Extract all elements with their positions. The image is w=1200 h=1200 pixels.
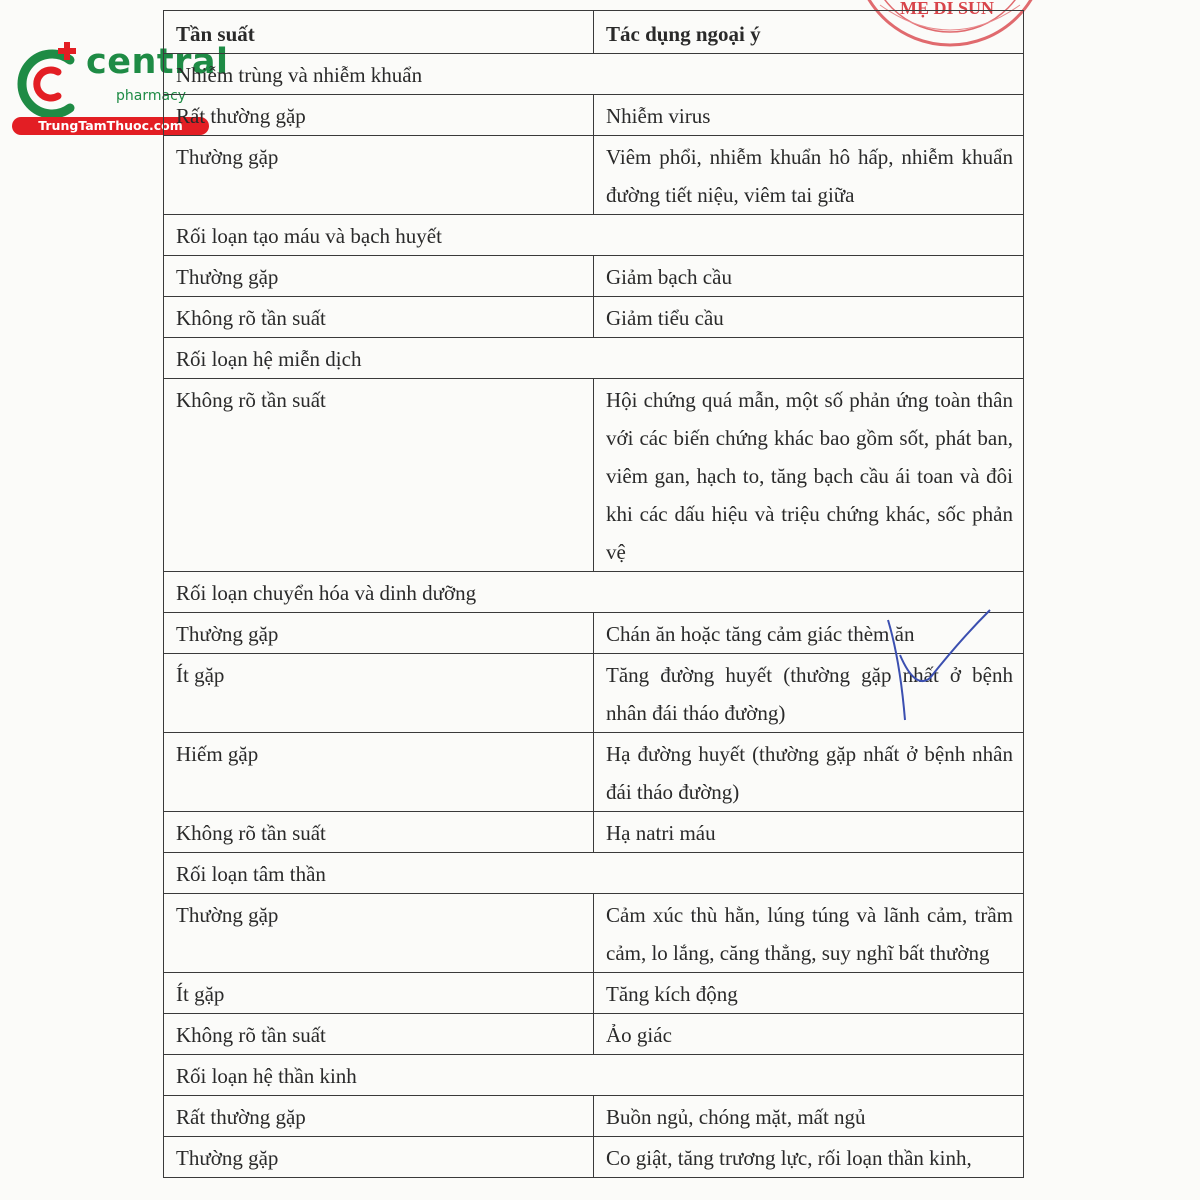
frequency-cell: Không rõ tần suất (164, 812, 594, 853)
table-row (164, 256, 1024, 297)
frequency-cell: Thường gặp (164, 136, 594, 215)
group-row (164, 215, 1024, 256)
group-title: Rối loạn chuyển hóa và dinh dưỡng (164, 572, 1024, 613)
group-row (164, 338, 1024, 379)
group-title: Rối loạn tâm thần (164, 853, 1024, 894)
table-row (164, 379, 1024, 572)
stamp-text: MẸ DI SUN (900, 0, 995, 18)
frequency-cell: Rất thường gặp (164, 95, 594, 136)
table-row (164, 297, 1024, 338)
table-row (164, 973, 1024, 1014)
frequency-cell: Thường gặp (164, 1137, 594, 1178)
logo-subtitle: pharmacy (116, 88, 187, 104)
side-effects-table (163, 10, 1024, 1178)
effect-cell: Ảo giác (594, 1014, 1024, 1055)
effect-cell: Giảm tiểu cầu (594, 297, 1024, 338)
table-row (164, 95, 1024, 136)
frequency-cell: Rất thường gặp (164, 1096, 594, 1137)
frequency-cell: Không rõ tần suất (164, 1014, 594, 1055)
table-row (164, 812, 1024, 853)
effect-cell: Hạ đường huyết (thường gặp nhất ở bệnh nhân đái tháo đường) (594, 733, 1024, 812)
table-row (164, 136, 1024, 215)
frequency-cell: Thường gặp (164, 613, 594, 654)
frequency-cell: Không rõ tần suất (164, 379, 594, 572)
frequency-cell: Không rõ tần suất (164, 297, 594, 338)
group-row (164, 853, 1024, 894)
effect-cell: Nhiễm virus (594, 95, 1024, 136)
group-title: Rối loạn tạo máu và bạch huyết (164, 215, 1024, 256)
logo-site-url: TrungTamThuoc.com (12, 117, 209, 135)
signature-mark (860, 600, 1010, 730)
frequency-cell: Hiếm gặp (164, 733, 594, 812)
effect-cell: Co giật, tăng trương lực, rối loạn thần kinh, (594, 1137, 1024, 1178)
effect-cell: Giảm bạch cầu (594, 256, 1024, 297)
table-header-row (164, 11, 1024, 54)
table-row (164, 1137, 1024, 1178)
group-title: Rối loạn hệ miễn dịch (164, 338, 1024, 379)
effect-cell: Buồn ngủ, chóng mặt, mất ngủ (594, 1096, 1024, 1137)
effect-cell: Tăng đường huyết (thường gặp nhất ở bệnh nhân đái tháo đường) (594, 654, 1024, 733)
effect-cell: Tăng kích động (594, 973, 1024, 1014)
header-effect: Tác dụng ngoại ý (594, 11, 1024, 54)
group-row (164, 54, 1024, 95)
frequency-cell: Thường gặp (164, 894, 594, 973)
frequency-cell: Thường gặp (164, 256, 594, 297)
logo-brand: central (86, 42, 229, 82)
effect-cell: Hội chứng quá mẫn, một số phản ứng toàn thân với các biến chứng khác bao gồm sốt, phát ban, viêm gan, hạch to, tăng bạch cầu ái toan và đôi khi các dấu hiệu và triệu chứng khác, sốc phản vệ (594, 379, 1024, 572)
table-row (164, 894, 1024, 973)
frequency-cell: Ít gặp (164, 654, 594, 733)
effect-cell: Viêm phổi, nhiễm khuẩn hô hấp, nhiễm khuẩn đường tiết niệu, viêm tai giữa (594, 136, 1024, 215)
frequency-cell: Ít gặp (164, 973, 594, 1014)
table-row (164, 1096, 1024, 1137)
group-row (164, 1055, 1024, 1096)
effect-cell: Hạ natri máu (594, 812, 1024, 853)
group-title: Rối loạn hệ thần kinh (164, 1055, 1024, 1096)
group-title: Nhiễm trùng và nhiễm khuẩn (164, 54, 1024, 95)
effect-cell: Chán ăn hoặc tăng cảm giác thèm ăn (594, 613, 1024, 654)
effect-cell: Cảm xúc thù hằn, lúng túng và lãnh cảm, trầm cảm, lo lắng, căng thẳng, suy nghĩ bất thường (594, 894, 1024, 973)
table-row (164, 733, 1024, 812)
header-frequency: Tần suất (164, 11, 594, 54)
table-row (164, 1014, 1024, 1055)
